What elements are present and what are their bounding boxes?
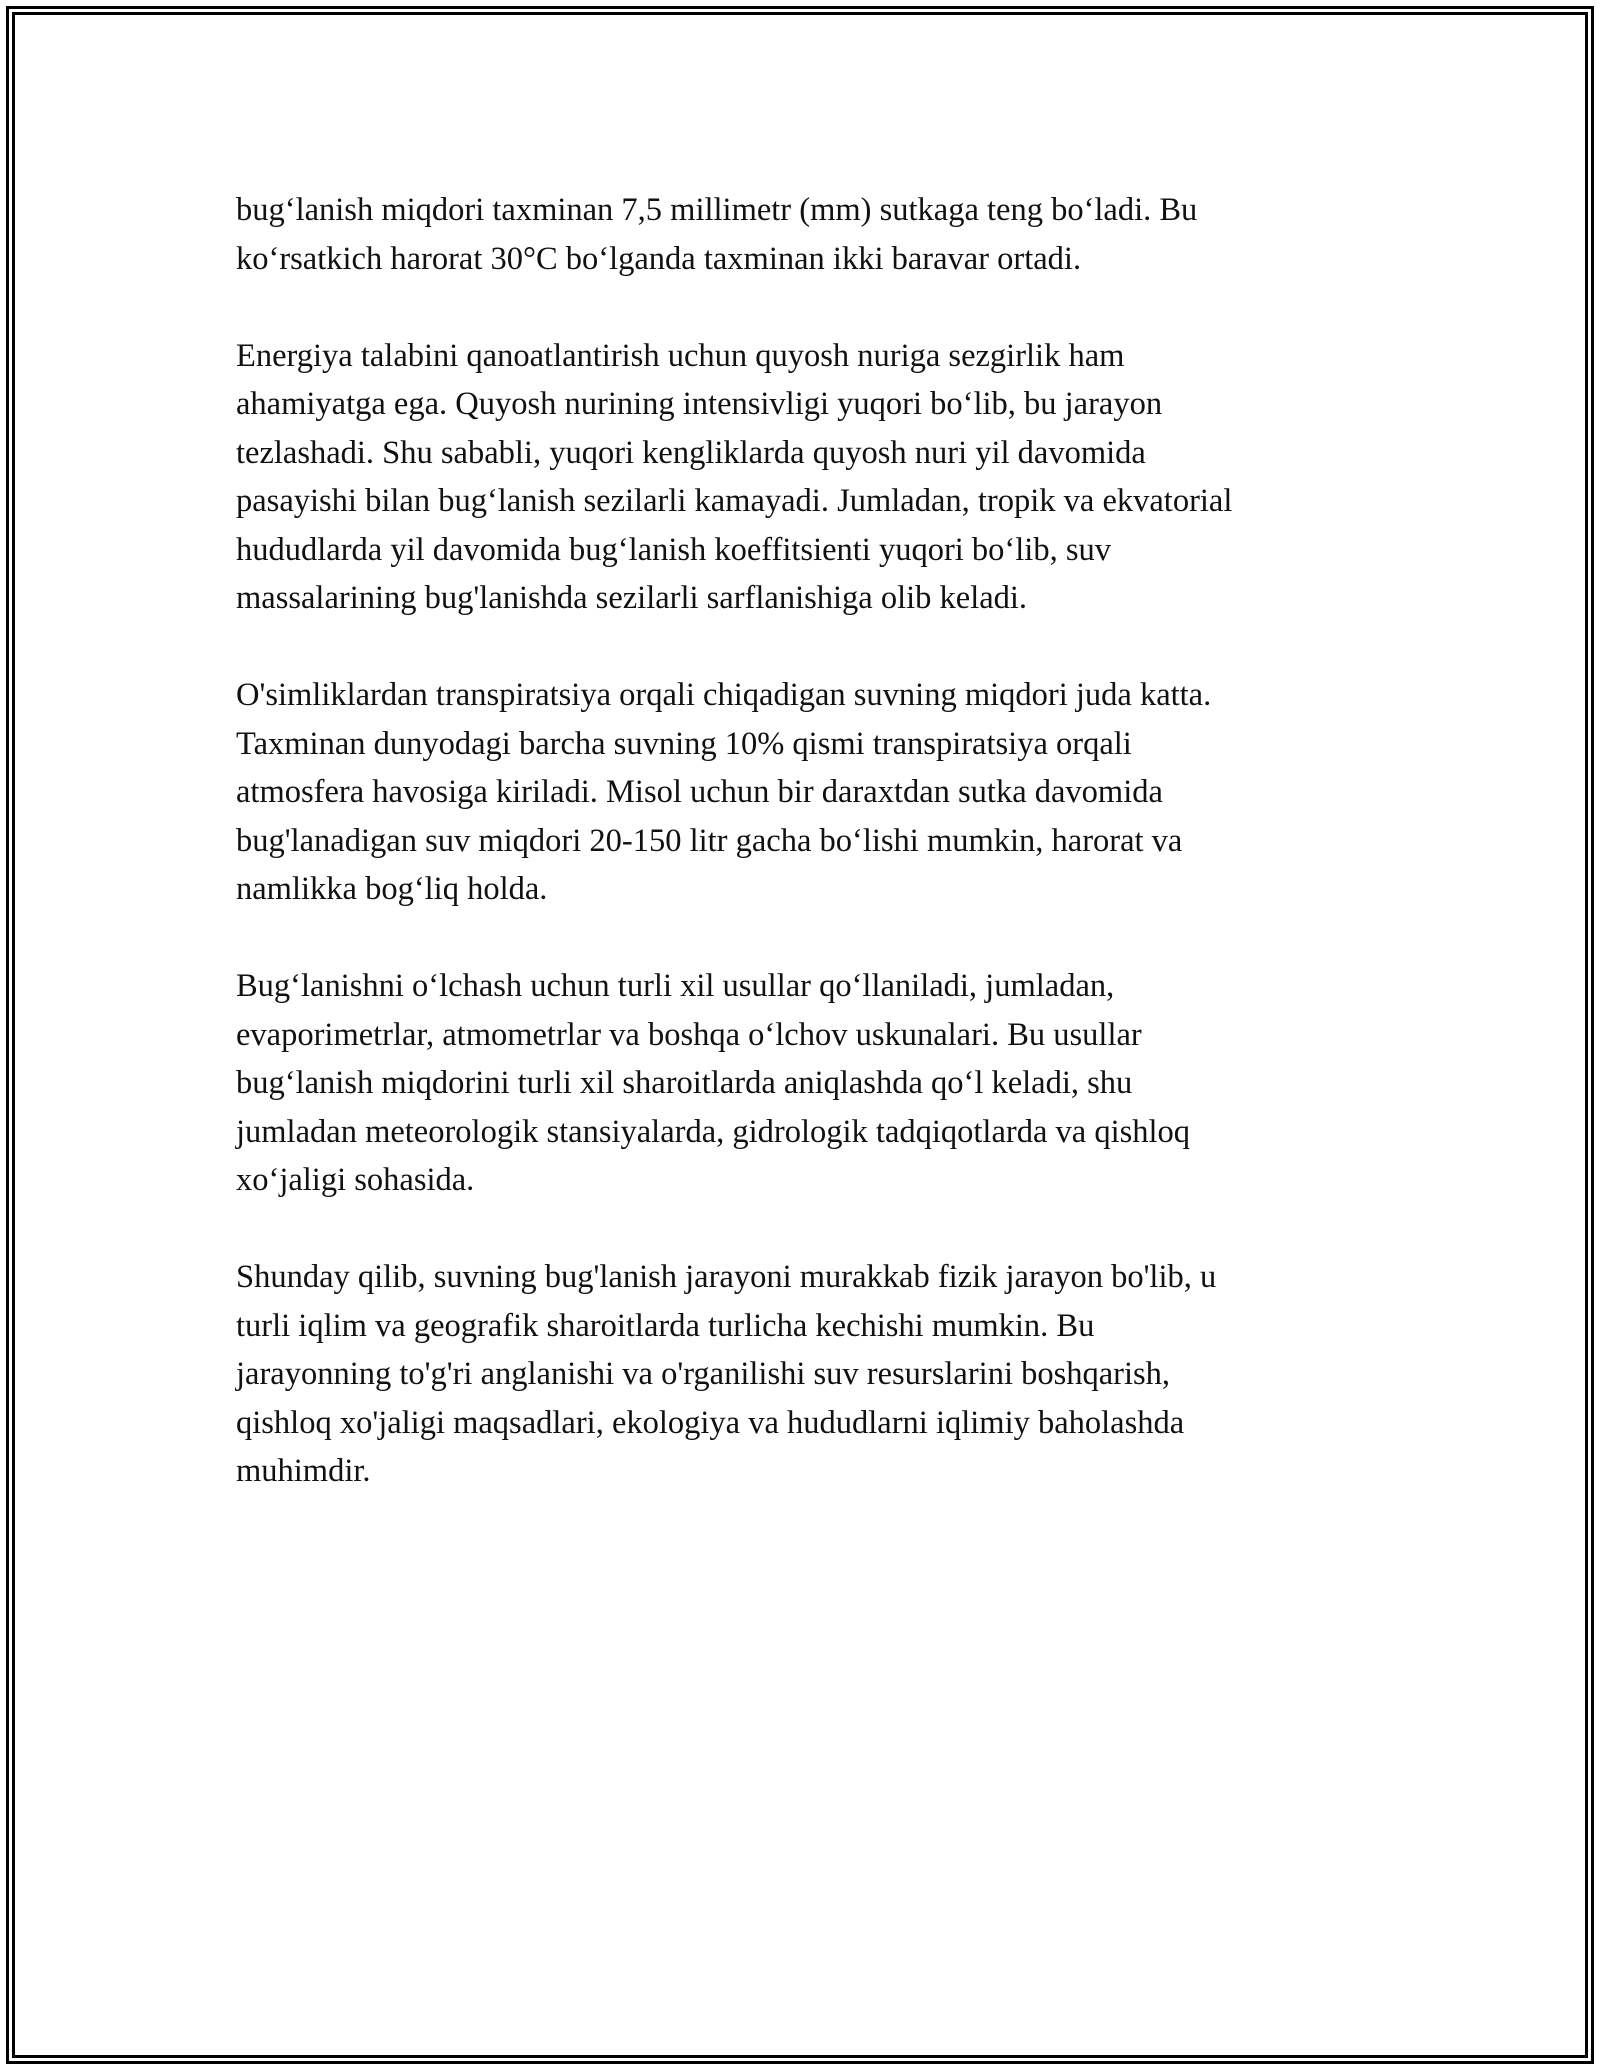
paragraph-transpiration: O'simliklardan transpiratsiya orqali chiqadigan suvning miqdori juda katta. Taxminan dunyodagi barcha suvning 10% qismi transpiratsiya orqali atmosfera havosiga kiriladi. Misol uchun bir daraxtdan sutka davomida bug'lanadigan suv miqdori 20-150 litr gacha bo‘lishi mumkin, harorat va namlikka bog‘liq holda.	[236, 677, 1212, 907]
document-body	[236, 186, 1376, 1544]
paragraph-evaporation-rate: bug‘lanish miqdori taxminan 7,5 millimetr (mm) sutkaga teng bo‘ladi. Bu ko‘rsatkich harorat 30°C bo‘lganda taxminan ikki baravar ortadi.	[236, 192, 1198, 277]
paragraph-solar-radiation: Energiya talabini qanoatlantirish uchun quyosh nuriga sezgirlik ham ahamiyatga ega. Quyosh nurining intensivligi yuqori bo‘lib, bu jarayon tezlashadi. Shu sababli, yuqori kengliklarda quyosh nuri yil davomida pasayishi bilan bug‘lanish sezilarli kamayadi. Jumladan, tropik va ekvatorial hududlarda yil davomida bug‘lanish koeffitsienti yuqori bo‘lib, suv massalarining bug'lanishda sezilarli sarflanishiga olib keladi.	[236, 337, 1233, 616]
paragraph-measurement: Bug‘lanishni o‘lchash uchun turli xil usullar qo‘llaniladi, jumladan, evaporimetrlar, atmometrlar va boshqa o‘lchov uskunalari. Bu usullar bug‘lanish miqdorini turli xil sharoitlarda aniqlashda qo‘l keladi, shu jumladan meteorologik stansiyalarda, gidrologik tadqiqotlarda va qishloq xo‘jaligi sohasida.	[236, 968, 1191, 1198]
paragraph-conclusion: Shunday qilib, suvning bug'lanish jarayoni murakkab fizik jarayon bo'lib, u turli iqlim va geografik sharoitlarda turlicha kechishi mumkin. Bu jarayonning to'g'ri anglanishi va o'rganilishi suv resurslarini boshqarish, qishloq xo'jaligi maqsadlari, ekologiya va hududlarni iqlimiy baholashda muhimdir.	[236, 1259, 1217, 1489]
